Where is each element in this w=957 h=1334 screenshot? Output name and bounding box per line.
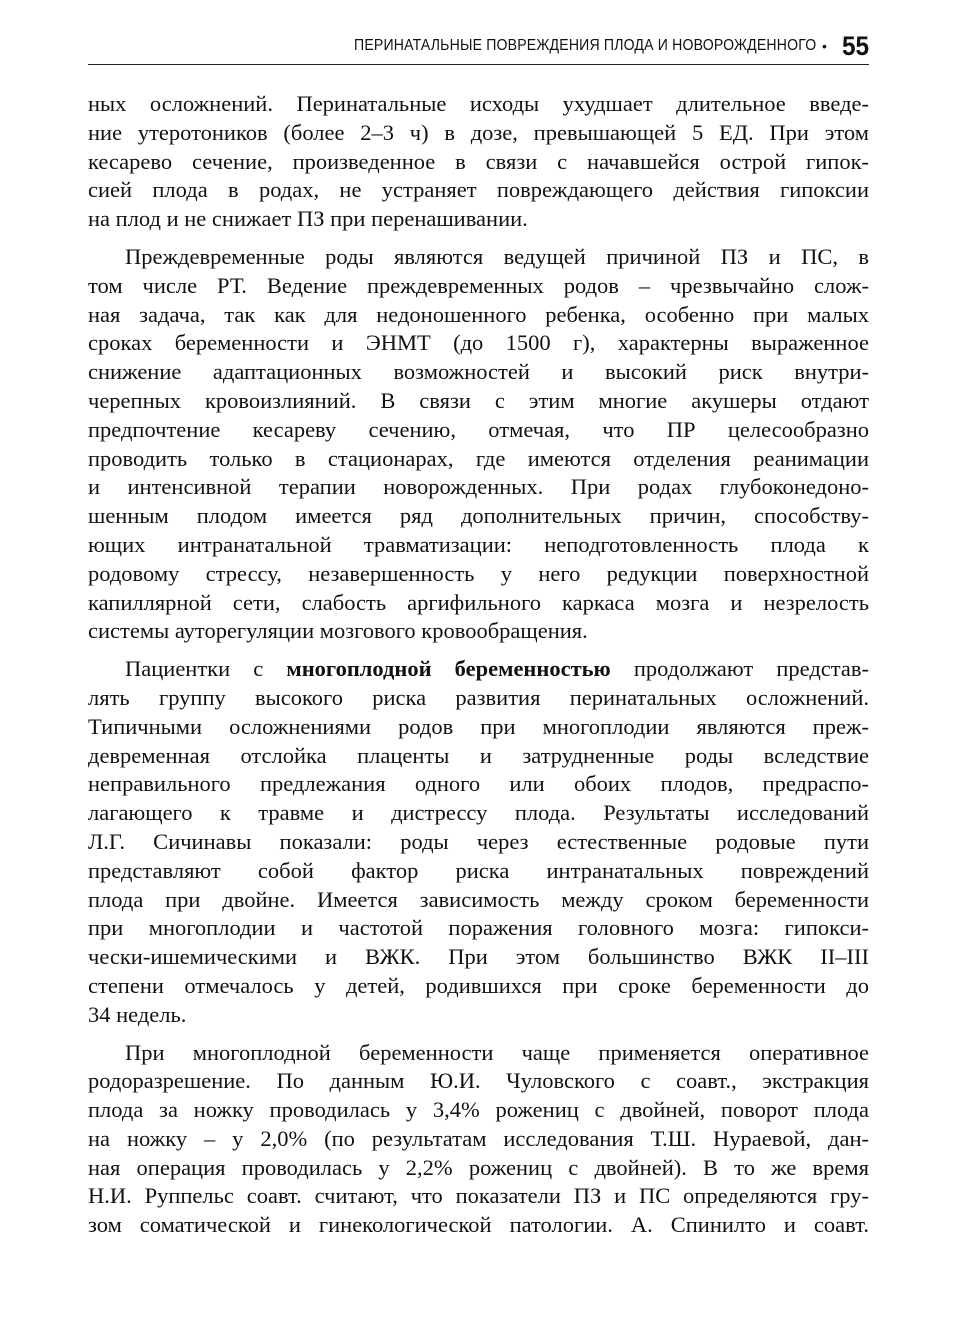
- text-line: ющих интранатальной травматизации: неподготовленность плода к: [88, 531, 869, 557]
- paragraph-4: [88, 1039, 869, 1241]
- text-line: Н.И. Руппельс соавт. считают, что показатели ПЗ и ПС определяются гру-: [88, 1183, 869, 1209]
- paragraph-1: [88, 90, 869, 234]
- text-line: ная операция проводилась у 2,2% рожениц с двойней). В то же время: [88, 1154, 869, 1180]
- text-line: и интенсивной терапии новорожденных. При родах глубоконедоно-: [88, 474, 869, 500]
- bold-term: многоплодной беременностью: [286, 656, 611, 682]
- text-line: девременная отслойка плаценты и затрудненные роды вследствие: [88, 742, 869, 768]
- text-line: [88, 655, 869, 684]
- text-line: родовому стрессу, незавершенность у него редукции поверхностной: [88, 560, 869, 586]
- text-line: плода при двойне. Имеется зависимость между сроком беременности: [88, 886, 869, 912]
- text-line: неправильного предлежания одного или обоих плодов, предраспо-: [88, 771, 869, 797]
- text-line: ние утеротоников (более 2–3 ч) в дозе, превышающей 5 ЕД. При этом: [88, 119, 869, 145]
- text-line: лагающего к травме и дистрессу плода. Результаты исследований: [88, 800, 869, 826]
- text-line: представляют собой фактор риска интранатальных повреждений: [88, 857, 869, 883]
- body-text: [88, 90, 869, 1240]
- page-number: 55: [841, 30, 869, 61]
- text-line: родоразрешение. По данным Ю.И. Чуловского с соавт., экстракция: [88, 1068, 869, 1094]
- text-line: на плод и не снижает ПЗ при перенашивании.: [88, 206, 528, 232]
- text-line: сией плода в родах, не устраняет повреждающего действия гипоксии: [88, 177, 869, 203]
- paragraph-2: [88, 243, 869, 646]
- text-run: продолжают представ-: [610, 656, 870, 682]
- text-line: При многоплодной беременности чаще применяется оперативное: [125, 1039, 869, 1065]
- text-line: степени отмечалось у детей, родившихся при сроке беременности до: [88, 972, 869, 998]
- text-line: капиллярной сети, слабость аргифильного каркаса мозга и незрелость: [88, 589, 869, 615]
- text-line: Л.Г. Сичинавы показали: роды через естественные родовые пути: [88, 828, 869, 854]
- text-line: снижение адаптационных возможностей и высокий риск внутри-: [88, 359, 869, 385]
- text-line: сроках беременности и ЭНМТ (до 1500 г), характерны выраженное: [88, 330, 869, 356]
- text-line: системы ауторегуляции мозгового кровообращения.: [88, 618, 588, 644]
- text-line: шенным плодом имеется ряд дополнительных причин, способству-: [88, 503, 869, 529]
- text-line: плода за ножку проводилась у 3,4% рожениц с двойней, поворот плода: [88, 1097, 869, 1123]
- text-line: при многоплодии и частотой поражения головного мозга: гипокси-: [88, 915, 869, 941]
- text-line: лять группу высокого риска развития перинатальных осложнений.: [88, 684, 869, 710]
- text-line: Типичными осложнениями родов при многоплодии являются преж-: [88, 713, 869, 739]
- text-line: Преждевременные роды являются ведущей причиной ПЗ и ПС, в: [125, 243, 869, 269]
- text-line: ных осложнений. Перинатальные исходы ухудшает длительное введе-: [88, 91, 869, 116]
- running-header: [88, 30, 869, 62]
- text-line: предпочтение кесареву сечению, отмечая, что ПР целесообразно: [88, 416, 869, 442]
- header-bullet: •: [822, 38, 827, 54]
- text-line: зом соматической и гинекологической патологии. А. Спинилто и соавт.: [88, 1212, 869, 1238]
- text-line: чески-ишемическими и ВЖК. При этом большинство ВЖК II–III: [88, 944, 869, 970]
- text-line: том числе РТ. Ведение преждевременных родов – чрезвычайно слож-: [88, 272, 869, 298]
- text-line: ная задача, так как для недоношенного ребенка, особенно при малых: [88, 301, 869, 327]
- text-line: 34 недель.: [88, 1001, 187, 1027]
- text-line: на ножку – у 2,0% (по результатам исследования Т.Ш. Нураевой, дан-: [88, 1125, 869, 1151]
- paragraph-3: [88, 655, 869, 1029]
- text-line: кесарево сечение, произведенное в связи с начавшейся острой гипок-: [88, 148, 869, 174]
- text-line: черепных кровоизлияний. В связи с этим многие акушеры отдают: [88, 387, 869, 413]
- header-rule: [88, 64, 869, 65]
- text-line: проводить только в стационарах, где имеются отделения реанимации: [88, 445, 869, 471]
- running-title: ПЕРИНАТАЛЬНЫЕ ПОВРЕЖДЕНИЯ ПЛОДА И НОВОРОЖДЕННОГО: [353, 37, 817, 54]
- text-run: Пациентки с: [125, 656, 287, 682]
